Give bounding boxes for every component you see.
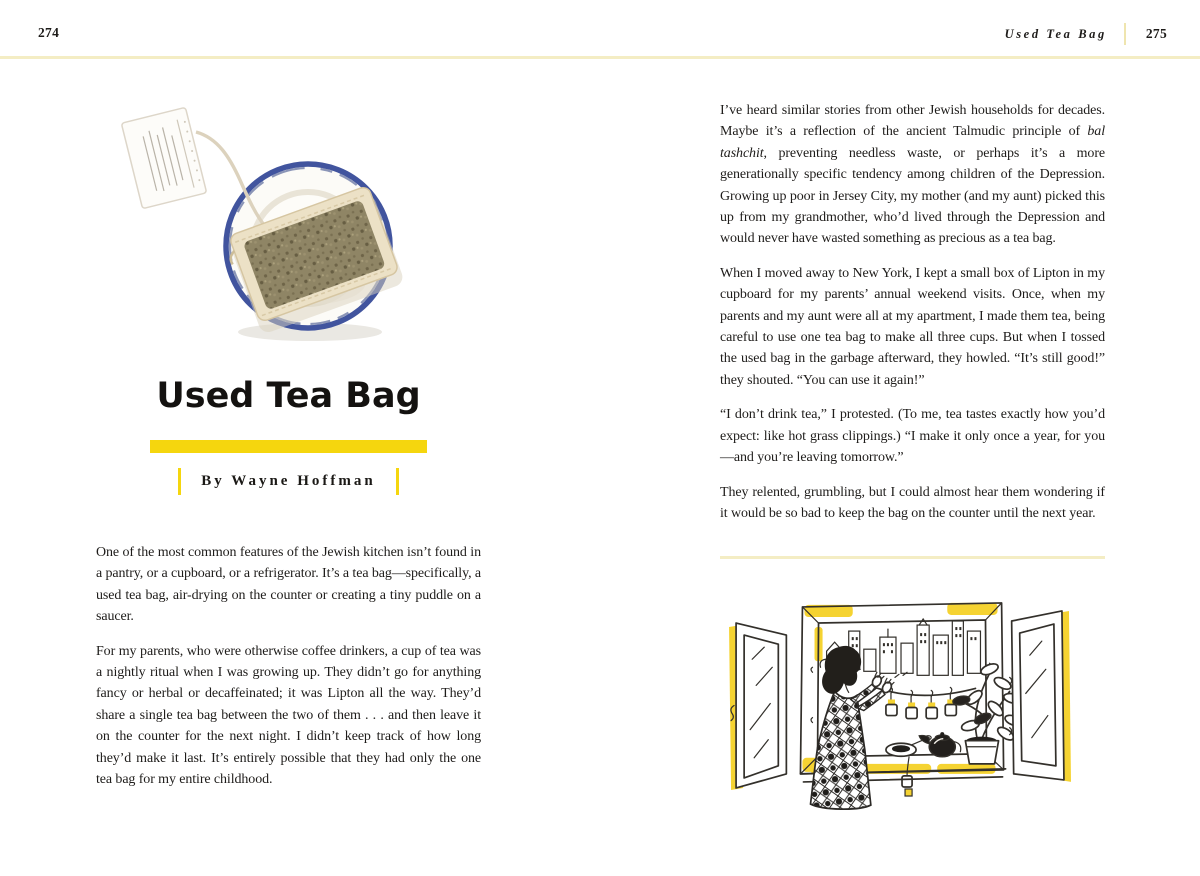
chapter-title: Used Tea Bag [156, 376, 421, 416]
teapot [919, 732, 961, 757]
left-page [96, 0, 481, 876]
draped-tea-bag [902, 757, 912, 796]
clothesline [875, 672, 976, 718]
used-tea-bag-on-saucer-photo [118, 96, 420, 348]
left-window-pane [731, 623, 786, 788]
body-paragraph: When I moved away to New York, I kept a small box of Lipton in my cupboard for my parents’ annual weekend visits. Once, when my parents and my aunt were all at my apartment, I made them tea, being careful to use one tea bag to make all three cups. But when I tossed the used bag in the garbage afterward, they howled. “It’s still good!” they shouted. “You can use it again!” [720, 265, 1105, 388]
running-title: Used Tea Bag [1004, 26, 1107, 41]
byline-left-bar [178, 468, 181, 495]
hair [822, 646, 861, 694]
tea-bag-tag [121, 107, 206, 208]
woman-hanging-tea-bags-window-illustration [722, 596, 1074, 814]
body-paragraph: I’ve heard similar stories from other Jewish households for decades. Maybe it’s a reflection of the ancient Talmudic principle of bal tashchit, preventing needless waste, or perhaps it’s a more generationally specific tendency among children of the Depression. Growing up poor in Jersey City, my mother (and my aunt) picked this up from my grandmother, who’d lived through the Depression and would never have wasted something as precious as a tea bag. [720, 103, 1105, 247]
header-divider-bar [1124, 23, 1126, 45]
left-page-body-text [96, 542, 481, 803]
left-page-number: 274 [38, 25, 60, 40]
window-illustration [722, 596, 1074, 814]
byline-right-bar [396, 468, 399, 495]
tea-bag-photo [118, 96, 420, 348]
body-paragraph: “I don’t drink tea,” I protested. (To me, tea tastes exactly how you’d expect: like hot grass clippings.) “I make it only once a year, for you—and you’re leaving tomorrow.” [720, 407, 1105, 466]
right-page-number: 275 [1145, 26, 1167, 41]
right-page [720, 0, 1105, 876]
body-paragraph: They relented, grumbling, but I could almost hear them wondering if it would be so bad to keep the bag on the counter until the next year. [720, 484, 1105, 521]
right-page-body-text [720, 100, 1105, 537]
byline-text: By Wayne Hoffman [201, 473, 376, 489]
body-paragraph: One of the most common features of the Jewish kitchen isn’t found in a pantry, or a cupboard, or a refrigerator. It’s a tea bag—specifically, a used tea bag, air-drying on the counter or creating a tiny puddle on a saucer. [96, 545, 481, 625]
body-paragraph: For my parents, who were otherwise coffee drinkers, a cup of tea was a nightly ritual when I was growing up. They didn’t go for anything fancy or herbal or decaffeinated; it was Lipton all the way. They’d share a single tea bag between the two of them . . . and then leave it on the counter for the next night. I didn’t keep track of how long they’d make it last. It’s entirely possible that they had only the one tea bag for my entire childhood. [96, 643, 481, 788]
woman-figure [811, 646, 894, 809]
title-underline-bar [150, 440, 427, 453]
section-separator-rule [720, 556, 1105, 559]
byline [96, 468, 481, 495]
right-window-pane [1010, 611, 1064, 780]
